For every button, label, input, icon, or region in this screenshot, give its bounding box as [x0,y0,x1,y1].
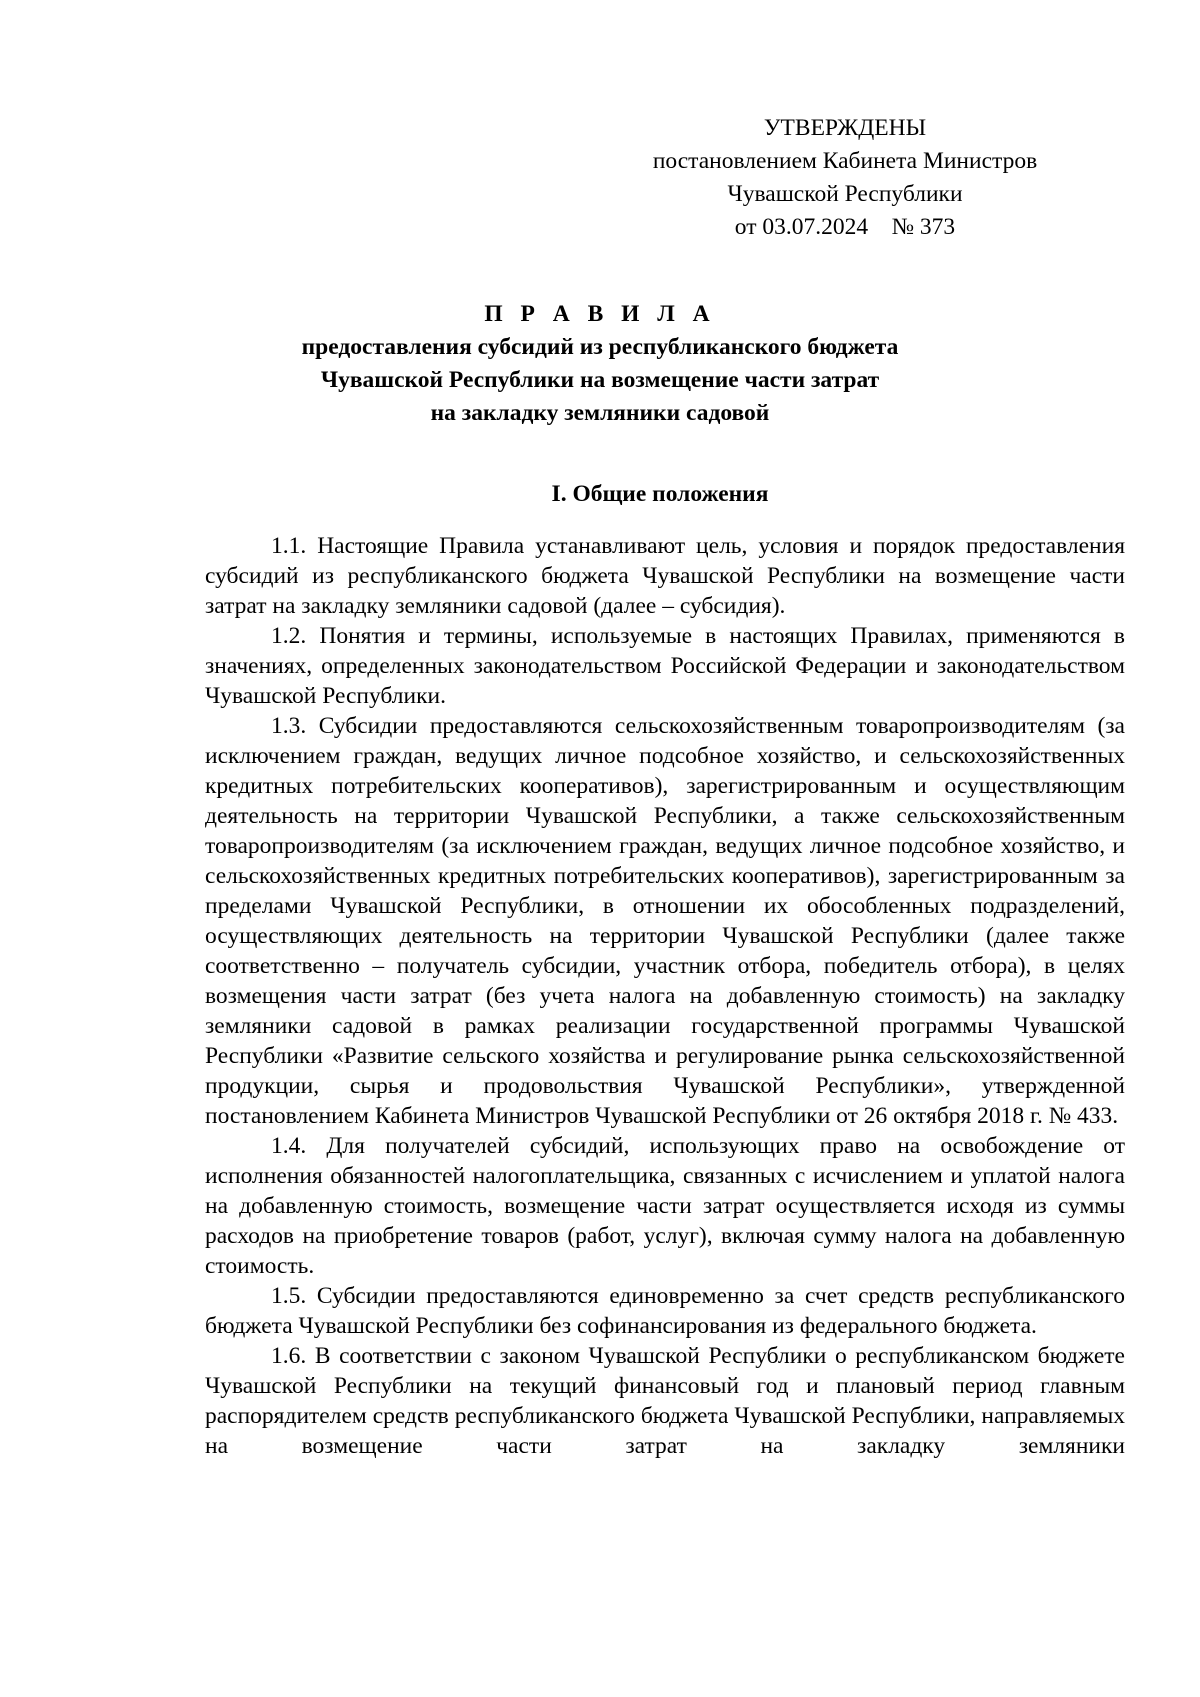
paragraph-1-1: 1.1. Настоящие Правила устанавливают цель, условия и порядок предоставления субсидий из республиканского бюджета Чувашской Республики на возмещение части затрат на закладку земляники садовой (далее – субсидия). [205,533,1125,619]
paragraph-1-3: 1.3. Субсидии предоставляются сельскохозяйственным товаропроизводителям (за исключением граждан, ведущих личное подсобное хозяйство, и сельскохозяйственных кредитных потребительских кооперативов), зарегистрированным и осуществляющим деятельность на территории Чувашской Республики, а также сельскохозяйственным товаропроизводителям (за исключением граждан, ведущих личное подсобное хозяйство, и сельскохозяйственных кредитных потребительских кооперативов), зарегистрированным за пределами Чувашской Республики, в отношении их обособленных подразделений, осуществляющих деятельность на территории Чувашской Республики (далее также соответственно – получатель субсидии, участник отбора, победитель отбора), в целях возмещения части затрат (без учета налога на добавленную стоимость) на закладку земляники садовой в рамках реализации государственной программы Чувашской Республики «Развитие сельского хозяйства и регулирование рынка сельскохозяйственной продукции, сырья и продовольствия Чувашской Республики», утвержденной постановлением Кабинета Министров Чувашской Республики от 26 октября 2018 г. № 433. [205,713,1125,1129]
paragraph-1-2: 1.2. Понятия и термины, используемые в настоящих Правилах, применяются в значениях, определенных законодательством Российской Федерации и законодательством Чувашской Республики. [205,623,1125,709]
approval-line-resolution: постановлением Кабинета Министров [652,148,1038,174]
paragraph-1-5: 1.5. Субсидии предоставляются единовременно за счет средств республиканского бюджета Чувашской Республики без софинансирования из федерального бюджета. [205,1283,1125,1339]
title-line-2: Чувашской Республики на возмещение части затрат [320,367,880,393]
section-heading: I. Общие положения [551,481,769,507]
paragraph-1-6: 1.6. В соответствии с законом Чувашской Республики о республиканском бюджете Чувашской Республики на текущий финансовый год и плановый период главным распорядителем средств республиканского бюджета Чувашской Республики, направляемых на возмещение части затрат на закладку земляники [205,1343,1125,1459]
approval-line-date-number: от 03.07.2024 № 373 [734,214,956,240]
approval-line-republic: Чувашской Республики [727,181,963,207]
document-title [150,298,1050,430]
title-line-1: предоставления субсидий из республиканского бюджета [301,334,899,360]
paragraph-1-4: 1.4. Для получателей субсидий, использующих право на освобождение от исполнения обязанностей налогоплательщика, связанных с исчислением и уплатой налога на добавленную стоимость, возмещение части затрат осуществляется исходя из суммы расходов на приобретение товаров (работ, услуг), включая сумму налога на добавленную стоимость. [205,1133,1125,1279]
document-body [205,531,1125,1461]
approval-stamp [560,112,1130,244]
title-word: П Р А В И Л А [484,301,716,327]
title-line-3: на закладку земляники садовой [430,400,770,426]
approval-status: УТВЕРЖДЕНЫ [763,115,927,141]
